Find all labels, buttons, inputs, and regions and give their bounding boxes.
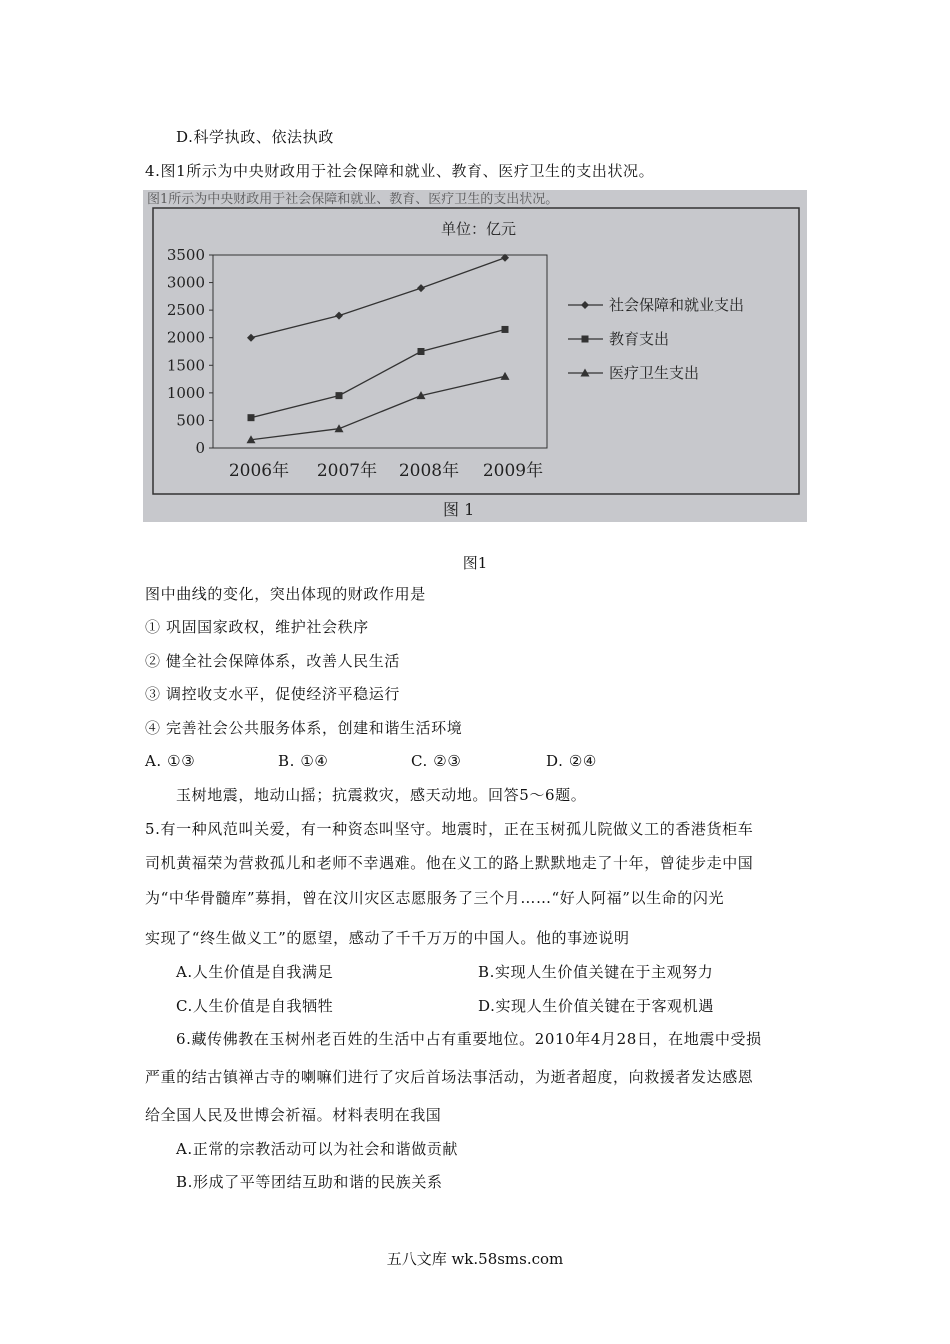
q6-option-b: B.形成了平等团结互助和谐的民族关系	[176, 1173, 443, 1191]
diamond-marker	[247, 334, 255, 342]
diamond-marker	[335, 312, 343, 320]
q5-line-2: 司机黄福荣为营救孤儿和老师不幸遇难。他在义工的路上默默地走了十年，曾徒步走中国	[145, 854, 754, 872]
square-marker	[248, 414, 255, 421]
q4-item-1: ① 巩固国家政权，维护社会秩序	[145, 618, 369, 636]
y-tick-label: 500	[176, 411, 205, 430]
intro-5-6: 玉树地震，地动山摇；抗震救灾，感天动地。回答5～6题。	[176, 786, 587, 804]
chart-unit-label: 单位：亿元	[441, 220, 517, 238]
x-tick-label: 2007年	[316, 461, 378, 481]
figure-inner-caption: 图 1	[443, 500, 475, 519]
y-tick-label: 2500	[166, 301, 205, 320]
series-line	[251, 258, 505, 338]
diamond-marker	[581, 301, 589, 309]
y-tick-label: 3000	[166, 273, 205, 292]
triangle-marker	[335, 424, 344, 432]
q3-option-d: D.科学执政、依法执政	[176, 128, 334, 146]
diamond-marker	[417, 284, 425, 292]
q5-line-3: 为“中华骨髓库”募捐，曾在汶川灾区志愿服务了三个月……“好人阿福”以生命的闪光	[145, 889, 725, 907]
plot-area	[213, 255, 547, 448]
square-marker	[336, 392, 343, 399]
q6-option-a: A.正常的宗教活动可以为社会和谐做贡献	[176, 1140, 459, 1158]
q6-line-1: 6.藏传佛教在玉树州老百姓的生活中占有重要地位。2010年4月28日，在地震中受损	[176, 1030, 762, 1048]
q4-option-d: D. ②④	[546, 752, 597, 770]
x-tick-label: 2008年	[398, 461, 460, 481]
figure-1-image	[143, 190, 807, 522]
y-tick-label: 1500	[166, 356, 205, 375]
q6-line-3: 给全国人民及世博会祈福。材料表明在我国	[145, 1106, 442, 1124]
legend-label: 医疗卫生支出	[609, 364, 700, 382]
y-tick-label: 2000	[166, 328, 205, 347]
q4-stem: 4.图1所示为中央财政用于社会保障和就业、教育、医疗卫生的支出状况。	[145, 162, 655, 180]
series-line	[251, 329, 505, 417]
chart-frame	[153, 208, 799, 494]
q5-option-b: B.实现人生价值关键在于主观努力	[478, 963, 714, 981]
footer-watermark: 五八文库 wk.58sms.com	[386, 1250, 564, 1268]
q4-option-b: B. ①④	[278, 752, 329, 770]
x-axis-ticks	[229, 460, 543, 481]
q4-option-a: A. ①③	[145, 752, 196, 770]
q4-option-c: C. ②③	[411, 752, 462, 770]
legend-label: 教育支出	[609, 330, 670, 348]
square-marker	[582, 336, 589, 343]
y-tick-label: 3500	[166, 246, 205, 264]
triangle-marker	[501, 372, 510, 380]
square-marker	[502, 326, 509, 333]
chart-series	[247, 254, 510, 443]
q5-option-a: A.人生价值是自我满足	[176, 963, 334, 981]
q6-line-2: 严重的结古镇禅古寺的喇嘛们进行了灾后首场法事活动，为逝者超度，向救援者发达感恩	[145, 1068, 754, 1086]
q5-option-c: C.人生价值是自我牺牲	[176, 997, 334, 1015]
y-axis-ticks	[167, 246, 213, 457]
q5-line-4: 实现了“终生做义工”的愿望，感动了千千万万的中国人。他的事迹说明	[145, 929, 630, 947]
x-tick-label: 2006年	[228, 461, 290, 481]
x-tick-label: 2009年	[482, 461, 544, 481]
q4-question: 图中曲线的变化，突出体现的财政作用是	[145, 585, 426, 603]
y-tick-label: 1000	[166, 383, 205, 402]
legend-label: 社会保障和就业支出	[609, 296, 745, 314]
q5-option-d: D.实现人生价值关键在于客观机遇	[478, 997, 714, 1015]
square-marker	[418, 348, 425, 355]
chart-legend	[568, 296, 744, 382]
q4-item-4: ④ 完善社会公共服务体系，创建和谐生活环境	[145, 719, 463, 737]
q5-line-1: 5.有一种风范叫关爱，有一种资态叫坚守。地震时，正在玉树孤儿院做义工的香港货柜车	[145, 820, 754, 838]
figure-caption: 图1	[462, 554, 488, 572]
q4-item-2: ② 健全社会保障体系，改善人民生活	[145, 652, 400, 670]
figure-top-strip-text: 图1所示为中央财政用于社会保障和就业、教育、医疗卫生的支出状况。	[147, 192, 559, 207]
y-tick-label: 0	[195, 439, 205, 457]
figure-1-svg	[143, 190, 807, 522]
q4-item-3: ③ 调控收支水平，促使经济平稳运行	[145, 685, 400, 703]
